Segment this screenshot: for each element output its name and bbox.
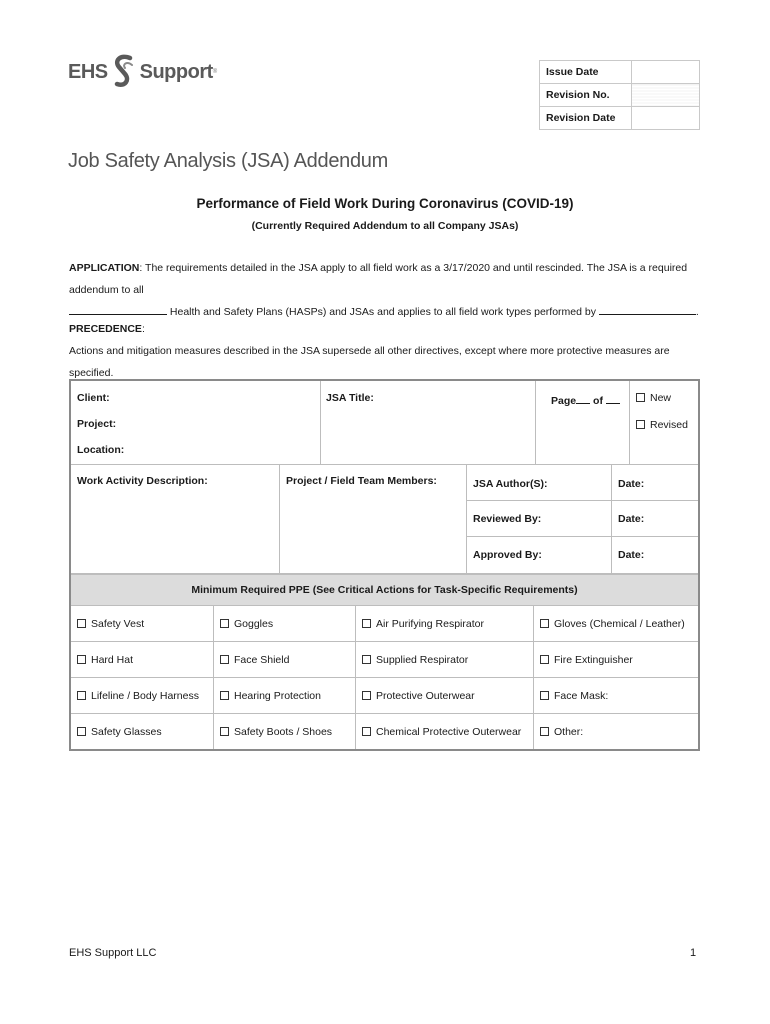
approved-date-label: Date: — [618, 549, 645, 561]
ppe-option[interactable] — [540, 690, 608, 702]
jsa-title-label: JSA Title: — [326, 392, 374, 404]
ppe-option[interactable] — [540, 618, 685, 630]
ppe-checkbox[interactable] — [77, 691, 86, 700]
ppe-item-label: Protective Outerwear — [376, 690, 475, 702]
revised-checkbox[interactable] — [636, 420, 645, 429]
ppe-option[interactable] — [77, 690, 199, 702]
ppe-item-label: Face Mask: — [554, 690, 609, 702]
ppe-item[interactable] — [534, 678, 698, 714]
application-text-2: Health and Safety Plans (HASPs) and JSAs and applies to all field work types performed by — [167, 306, 599, 318]
approved-date-cell[interactable] — [612, 537, 698, 574]
ppe-item-label: Hard Hat — [91, 654, 134, 666]
ppe-item-label: Goggles — [234, 618, 274, 630]
author-date-cell[interactable] — [612, 465, 698, 501]
ppe-item[interactable] — [214, 714, 356, 749]
location-label: Location: — [77, 444, 125, 456]
logo-trademark: ® — [212, 69, 218, 75]
reviewed-date-cell[interactable] — [612, 501, 698, 537]
ppe-checkbox[interactable] — [220, 727, 229, 736]
page-of-label — [551, 392, 620, 407]
author-date-label: Date: — [618, 478, 645, 490]
ppe-option[interactable] — [77, 726, 162, 738]
ppe-checkbox[interactable] — [362, 727, 371, 736]
new-option[interactable] — [636, 392, 671, 404]
ppe-option[interactable] — [77, 654, 133, 666]
ppe-checkbox[interactable] — [540, 727, 549, 736]
jsa-form — [69, 379, 700, 751]
issue-date-label: Issue Date — [540, 61, 632, 84]
ppe-item-label: Safety Glasses — [91, 726, 162, 738]
ppe-item-label: Safety Boots / Shoes — [234, 726, 333, 738]
ppe-option[interactable] — [220, 726, 332, 738]
page-cell — [536, 381, 630, 465]
revised-label: Revised — [650, 419, 688, 431]
work-activity-label: Work Activity Description: — [77, 475, 208, 487]
document-title: Job Safety Analysis (JSA) Addendum — [68, 150, 388, 172]
ppe-item[interactable] — [71, 678, 214, 714]
ppe-checkbox[interactable] — [220, 619, 229, 628]
precedence-label: PRECEDENCE — [69, 323, 142, 335]
of-label: of — [593, 395, 603, 407]
logo-text-right: Support — [139, 60, 213, 83]
page-total-blank[interactable] — [606, 392, 620, 404]
ppe-checkbox[interactable] — [540, 619, 549, 628]
ppe-item[interactable] — [214, 606, 356, 642]
ppe-option[interactable] — [220, 618, 273, 630]
precedence-colon: : — [141, 323, 145, 335]
new-label: New — [650, 392, 672, 404]
issue-date-field[interactable] — [632, 61, 700, 84]
ppe-option[interactable] — [540, 726, 583, 738]
ppe-option[interactable] — [362, 654, 468, 666]
ppe-item-label: Gloves (Chemical / Leather) — [554, 618, 685, 630]
ppe-checkbox[interactable] — [540, 655, 549, 664]
revised-option[interactable] — [636, 419, 688, 431]
ppe-item[interactable] — [534, 642, 698, 678]
team-members-cell[interactable] — [280, 465, 467, 574]
new-checkbox[interactable] — [636, 393, 645, 402]
company-blank-2[interactable] — [599, 303, 696, 315]
ppe-checkbox[interactable] — [220, 655, 229, 664]
ppe-item[interactable] — [214, 642, 356, 678]
company-blank-1[interactable] — [69, 303, 167, 315]
author-cell[interactable] — [467, 465, 612, 501]
ppe-checkbox[interactable] — [362, 691, 371, 700]
ppe-item-label: Face Shield — [234, 654, 290, 666]
ppe-option[interactable] — [362, 618, 484, 630]
ppe-item-label: Lifeline / Body Harness — [91, 690, 199, 702]
ppe-option[interactable] — [77, 618, 144, 630]
new-revised-cell — [630, 381, 698, 465]
client-project-location-cell[interactable] — [71, 381, 321, 465]
ppe-checkbox[interactable] — [540, 691, 549, 700]
ppe-checkbox[interactable] — [77, 619, 86, 628]
ppe-item-label: Hearing Protection — [234, 690, 321, 702]
page-number-blank[interactable] — [576, 392, 590, 404]
page-label: Page — [551, 395, 577, 407]
ppe-item[interactable] — [534, 606, 698, 642]
application-text-1: : The requirements detailed in the JSA apply to all field work as a 3/17/2020 and until rescinded. The JSA is a required addendum to all — [69, 262, 688, 296]
ppe-option[interactable] — [220, 654, 289, 666]
approved-cell[interactable] — [467, 537, 612, 574]
ppe-item[interactable] — [71, 606, 214, 642]
ppe-heading: Minimum Required PPE (See Critical Actions for Task-Specific Requirements) — [71, 574, 698, 606]
reviewed-cell[interactable] — [467, 501, 612, 537]
revision-date-field[interactable] — [632, 107, 700, 130]
ehs-support-logo — [68, 52, 217, 92]
footer-page-number: 1 — [690, 947, 697, 959]
application-label: APPLICATION — [69, 262, 140, 274]
ppe-item-label: Air Purifying Respirator — [376, 618, 484, 630]
ppe-item-label: Fire Extinguisher — [554, 654, 633, 666]
work-activity-cell[interactable] — [71, 465, 280, 574]
ppe-option[interactable] — [540, 654, 633, 666]
jsa-title-cell[interactable] — [321, 381, 536, 465]
application-end: . — [695, 306, 699, 318]
ppe-checkbox[interactable] — [362, 619, 371, 628]
team-members-label: Project / Field Team Members: — [286, 475, 437, 487]
project-label: Project: — [77, 418, 117, 430]
precedence-paragraph — [69, 318, 709, 384]
ppe-option[interactable] — [220, 690, 321, 702]
author-label: JSA Author(S): — [473, 478, 548, 490]
revision-date-label: Revision Date — [540, 107, 632, 130]
revision-no-field[interactable] — [632, 84, 700, 107]
footer-company: EHS Support LLC — [69, 947, 157, 959]
precedence-text: Actions and mitigation measures described in the JSA supersede all other directives, except where more protective measures are specified. — [69, 345, 670, 379]
ppe-checkbox[interactable] — [77, 655, 86, 664]
reviewed-date-label: Date: — [618, 513, 645, 525]
ppe-item[interactable] — [71, 714, 214, 749]
ppe-checkbox[interactable] — [77, 727, 86, 736]
ppe-item[interactable] — [356, 606, 534, 642]
ppe-item[interactable] — [214, 678, 356, 714]
ppe-item[interactable] — [356, 642, 534, 678]
ppe-item[interactable] — [356, 714, 534, 749]
ppe-item-label: Supplied Respirator — [376, 654, 469, 666]
logo-s-mark-icon — [111, 52, 137, 92]
ppe-option[interactable] — [362, 690, 475, 702]
ppe-checkbox[interactable] — [362, 655, 371, 664]
document-subsubtitle: (Currently Required Addendum to all Company JSAs) — [251, 220, 519, 232]
application-paragraph — [69, 257, 709, 323]
ppe-item[interactable] — [71, 642, 214, 678]
ppe-item-label: Chemical Protective Outerwear — [376, 726, 522, 738]
document-subtitle: Performance of Field Work During Coronavirus (COVID-19) — [196, 196, 574, 211]
issue-revision-table — [539, 60, 700, 130]
approved-label: Approved By: — [473, 549, 542, 561]
ppe-checkbox[interactable] — [220, 691, 229, 700]
ppe-item-label: Other: — [554, 726, 584, 738]
client-label: Client: — [77, 392, 110, 404]
ppe-item[interactable] — [356, 678, 534, 714]
reviewed-label: Reviewed By: — [473, 513, 542, 525]
ppe-item[interactable] — [534, 714, 698, 749]
logo-text-left: EHS — [68, 60, 108, 83]
revision-no-label: Revision No. — [540, 84, 632, 107]
ppe-option[interactable] — [362, 726, 521, 738]
ppe-item-label: Safety Vest — [91, 618, 145, 630]
